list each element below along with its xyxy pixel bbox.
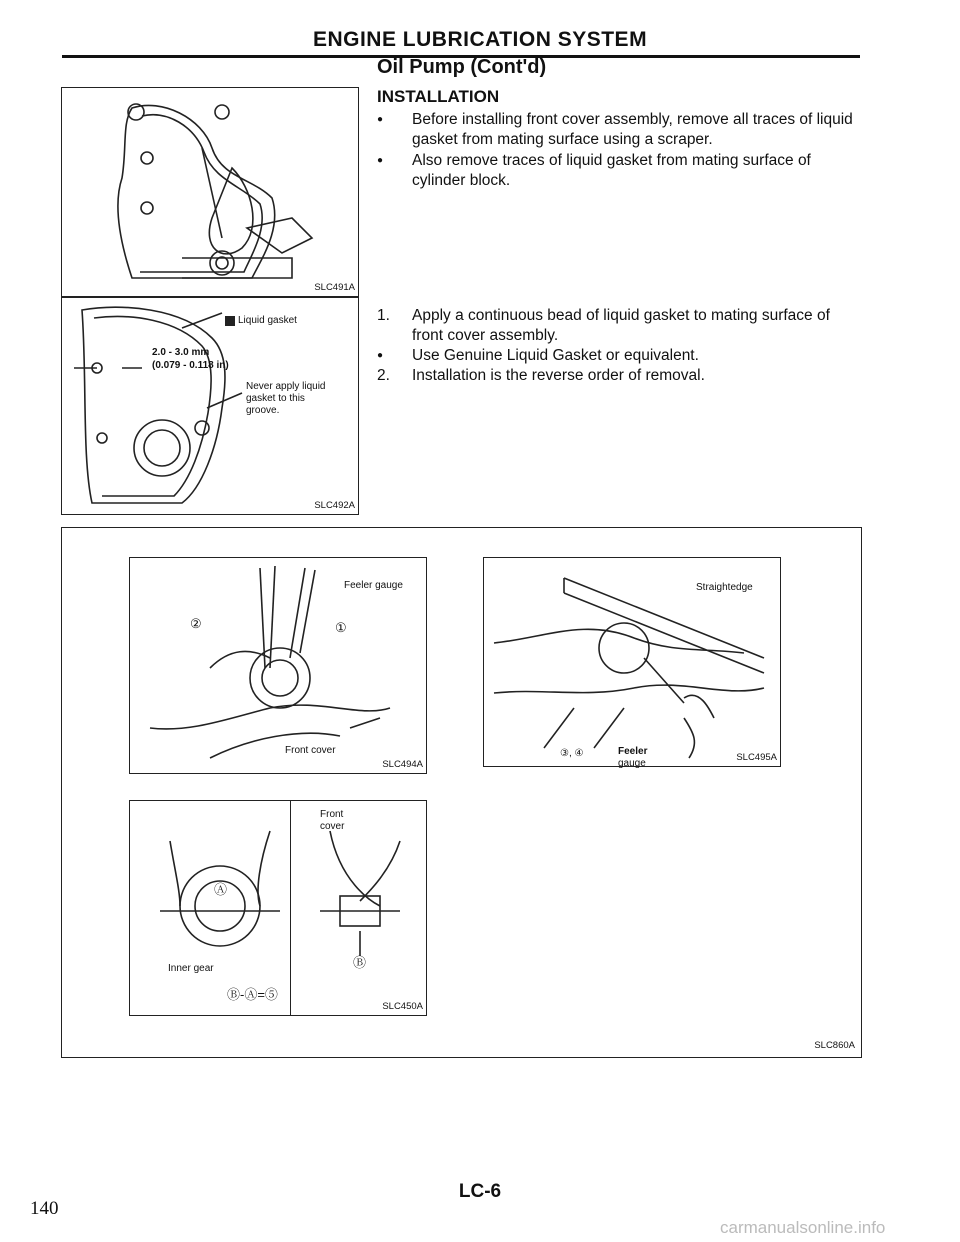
gasket-warning-1: Never apply liquid bbox=[246, 381, 326, 392]
step-text: Use Genuine Liquid Gasket or equivalent. bbox=[412, 347, 699, 364]
figure-code: SLC450A bbox=[382, 1001, 423, 1012]
gasket-warning-3: groove. bbox=[246, 405, 280, 416]
step-text: Apply a continuous bead of liquid gasket to mating surface of front cover assembly. bbox=[412, 307, 830, 344]
gasket-spec-in: (0.079 - 0.118 in) bbox=[152, 360, 229, 371]
callout-1: ① bbox=[335, 620, 347, 635]
front-cover-label-1: Front bbox=[320, 809, 344, 820]
feeler-label-1: Feeler bbox=[618, 746, 648, 757]
figure-code: SLC492A bbox=[314, 500, 355, 511]
front-cover-scraper-illustration bbox=[62, 88, 358, 296]
figure-liquid-gasket bbox=[61, 297, 359, 515]
figure-code: SLC491A bbox=[314, 282, 355, 293]
figure-code: SLC495A bbox=[736, 752, 777, 763]
figure-inner-gear-measurement bbox=[129, 800, 427, 1016]
step-marker: 2. bbox=[377, 367, 390, 384]
section-header: ENGINE LUBRICATION SYSTEM bbox=[312, 28, 648, 51]
section-title: INSTALLATION bbox=[377, 87, 500, 106]
figure-code: SLC494A bbox=[382, 759, 423, 770]
inner-gear-measurement-illustration bbox=[130, 801, 426, 1015]
liquid-gasket-label: Liquid gasket bbox=[238, 315, 297, 326]
feeler-label-2: gauge bbox=[618, 758, 646, 769]
page-subtitle: Oil Pump (Cont'd) bbox=[377, 56, 547, 78]
callout-3-4: ③, ④ bbox=[560, 748, 584, 759]
figure-clearance-checks bbox=[61, 527, 862, 1058]
page-number: 140 bbox=[30, 1198, 59, 1219]
figure-code: SLC860A bbox=[814, 1040, 855, 1051]
figure-straightedge-check bbox=[483, 557, 781, 767]
instruction-step-1 bbox=[377, 306, 862, 346]
step-text: Installation is the reverse order of removal. bbox=[412, 367, 705, 384]
front-cover-label-2: cover bbox=[320, 821, 345, 832]
gasket-spec-mm: 2.0 - 3.0 mm bbox=[152, 347, 210, 358]
front-cover-label: Front cover bbox=[285, 745, 336, 756]
bullet-marker: ● bbox=[377, 350, 384, 361]
watermark: carmanualsonline.info bbox=[720, 1218, 886, 1237]
inner-gear-label: Inner gear bbox=[168, 963, 214, 974]
instruction-bullet-genuine bbox=[377, 346, 862, 366]
instruction-bullet-2: ● Also remove traces of liquid gasket from mating surface of cylinder block. bbox=[412, 151, 862, 191]
instruction-step-2 bbox=[377, 366, 862, 386]
feeler-gauge-label: Feeler gauge bbox=[344, 580, 403, 591]
instruction-bullet-1: ● Before installing front cover assembly, remove all traces of liquid gasket from mating surface using a scraper. bbox=[412, 110, 862, 150]
step-marker: 1. bbox=[377, 307, 390, 324]
page-label: LC-6 bbox=[458, 1181, 502, 1202]
callout-a: Ⓐ bbox=[214, 882, 228, 897]
callout-2: ② bbox=[190, 616, 202, 631]
figure-front-cover-scraper bbox=[61, 87, 359, 297]
figure-feeler-gauge-check bbox=[129, 557, 427, 774]
clearance-formula: Ⓑ-Ⓐ=⑤ bbox=[227, 987, 278, 1002]
callout-b: Ⓑ bbox=[353, 955, 367, 970]
liquid-gasket-illustration bbox=[62, 298, 358, 514]
gasket-warning-2: gasket to this bbox=[246, 393, 305, 404]
straightedge-label: Straightedge bbox=[696, 582, 753, 593]
